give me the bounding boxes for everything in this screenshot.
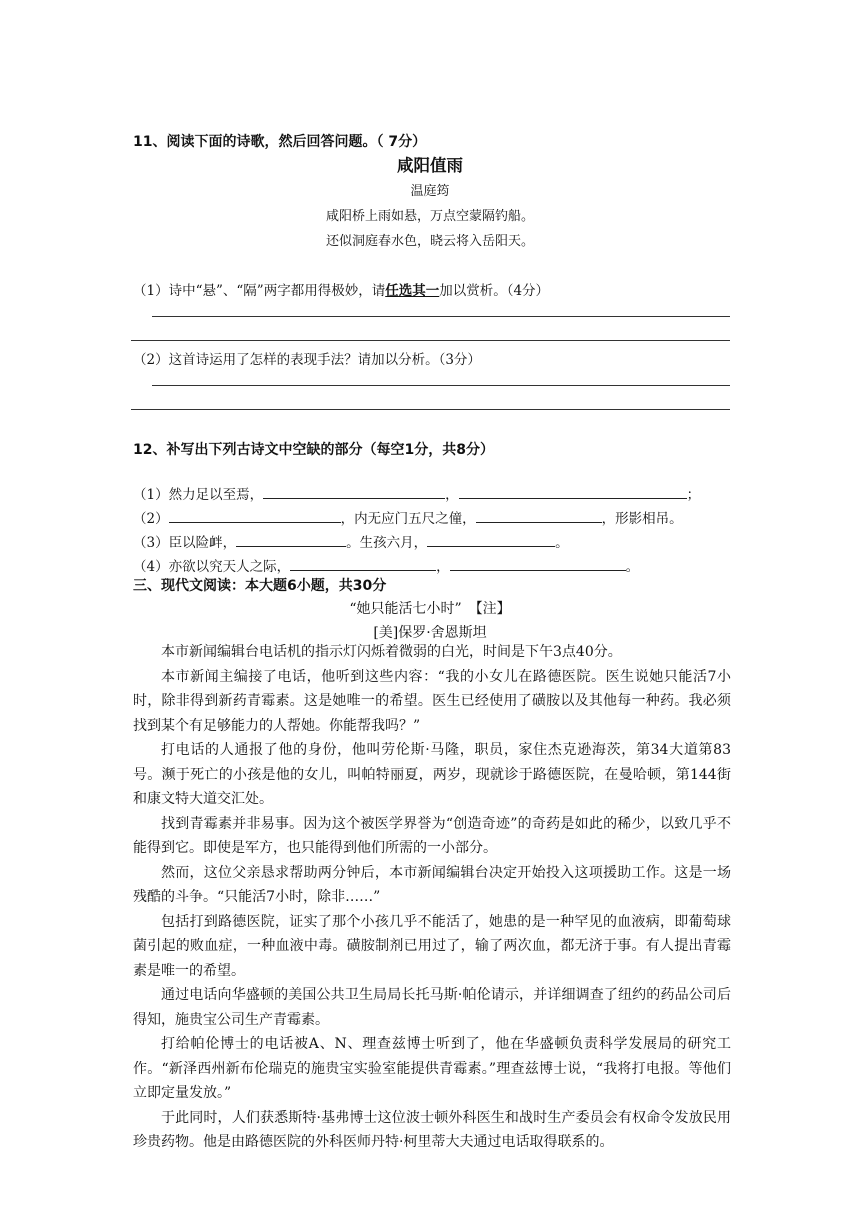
fill-item-4 bbox=[133, 555, 639, 575]
fill-blank[interactable] bbox=[169, 508, 341, 523]
fill-text: 。 bbox=[625, 559, 640, 575]
article-author: [美]保罗·舍恩斯坦 bbox=[373, 625, 487, 641]
fill-text: ，形影相吊。 bbox=[601, 511, 683, 527]
article-body bbox=[133, 640, 731, 1155]
poem-line-2: 还似洞庭春水色，晓云将入岳阳天。 bbox=[325, 234, 534, 249]
fill-text: （3）臣以险衅， bbox=[133, 535, 237, 551]
fill-blank[interactable] bbox=[236, 532, 346, 547]
article-paragraph: 于此同时，人们获悉斯特·基弗博士这位波士顿外科医生和战时生产委员会有权命令发放民用珍贵药物。他是由路德医院的外科医师丹特·柯里蒂大夫通过电话取得联系的。 bbox=[133, 1109, 731, 1150]
article-paragraph: 通过电话向华盛顿的美国公共卫生局局长托马斯·帕伦请示，并详细调查了纽约的药品公司后得知，施贵宝公司生产青霉素。 bbox=[133, 987, 731, 1028]
article-paragraph: 包括打到路德医院，证实了那个小孩几乎不能活了，她患的是一种罕见的血液病，即葡萄球菌引起的败血症，一种血液中毒。磺胺制剂已用过了，输了两次血，都无济于事。有人提出青霉素是唯一的希望。 bbox=[133, 913, 731, 979]
answer-line[interactable] bbox=[152, 385, 730, 386]
fill-text: ； bbox=[686, 487, 701, 503]
fill-item-1 bbox=[133, 483, 700, 503]
section-3-heading: 三、现代文阅读：本大题6小题，共30分 bbox=[133, 578, 387, 594]
article-paragraph: 打给帕伦博士的电话被A、N、理查兹博士听到了，他在华盛顿负责科学发展局的研究工作。“新泽西州新布伦瑞克的施贵宝实验室能提供青霉素。”理查兹博士说，“我将打电报。等他们立即定量发放。” bbox=[133, 1036, 731, 1101]
q11-sub1-emphasis: 任选其一 bbox=[385, 283, 440, 299]
answer-line[interactable] bbox=[131, 409, 730, 410]
q11-sub1-prefix: （1）诗中“悬”、“隔”两字都用得极妙，请 bbox=[133, 283, 386, 299]
q11-sub1 bbox=[133, 279, 549, 299]
article-paragraph: 然而，这位父亲恳求帮助两分钟后，本市新闻编辑台决定开始投入这项援助工作。这是一场残酷的斗争。“只能活7小时，除非……” bbox=[133, 864, 731, 905]
fill-text: ， bbox=[436, 559, 450, 575]
fill-item-3 bbox=[133, 531, 569, 551]
poem-line-1: 咸阳桥上雨如悬，万点空蒙隔钓船。 bbox=[325, 209, 534, 224]
fill-item-2 bbox=[133, 507, 683, 527]
fill-text: 。 bbox=[555, 535, 569, 551]
answer-line[interactable] bbox=[152, 316, 730, 317]
article-paragraph: 本市新闻主编接了电话，他听到这些内容：“我的小女儿在路德医院。医生说她只能活7小时，除非得到新药青霉素。这是她唯一的希望。医生已经使用了磺胺以及其他每一种药。我必须找到某个有足够能力的人帮她。你能帮我吗？” bbox=[133, 668, 731, 734]
question-11-heading: 11、阅读下面的诗歌，然后回答问题。（ 7分） bbox=[133, 134, 427, 150]
fill-blank[interactable] bbox=[290, 556, 436, 571]
article-title: “她只能活七小时” 【注】 bbox=[349, 601, 511, 617]
poem-author: 温庭筠 bbox=[410, 184, 450, 199]
fill-text: （1）然力足以至焉， bbox=[133, 487, 264, 503]
fill-blank[interactable] bbox=[450, 556, 626, 571]
fill-blank[interactable] bbox=[263, 484, 445, 499]
article-paragraph: 本市新闻编辑台电话机的指示灯闪烁着微弱的白光，时间是下午3点40分。 bbox=[161, 644, 622, 660]
fill-text: （4）亦欲以究天人之际， bbox=[133, 559, 291, 575]
fill-text: （2） bbox=[133, 511, 169, 527]
answer-line[interactable] bbox=[131, 340, 730, 341]
q11-sub2: （2）这首诗运用了怎样的表现手法？请加以分析。（3分） bbox=[133, 352, 481, 368]
fill-text: ， bbox=[445, 487, 459, 503]
question-12-heading: 12、补写出下列古诗文中空缺的部分（每空1分，共8分） bbox=[133, 442, 494, 458]
poem-title: 咸阳值雨 bbox=[397, 156, 463, 175]
article-paragraph: 打电话的人通报了他的身份，他叫劳伦斯·马隆，职员，家住杰克逊海茨，第34大道第83号。濒于死亡的小孩是他的女儿，叫帕特丽夏，两岁，现就诊于路德医院，在曼哈顿，第144街和康文特大道交汇处。 bbox=[133, 742, 731, 807]
fill-blank[interactable] bbox=[459, 484, 687, 499]
fill-text: ，内无应门五尺之僮， bbox=[340, 511, 476, 527]
fill-blank[interactable] bbox=[476, 508, 602, 523]
q11-sub1-suffix: 加以赏析。（4分） bbox=[439, 283, 550, 299]
fill-text: 。生孩六月， bbox=[346, 535, 428, 551]
article-paragraph: 找到青霉素并非易事。因为这个被医学界誉为“创造奇迹”的奇药是如此的稀少，以致几乎不能得到它。即使是军方，也只能得到他们所需的一小部分。 bbox=[133, 815, 731, 856]
fill-blank[interactable] bbox=[427, 532, 555, 547]
